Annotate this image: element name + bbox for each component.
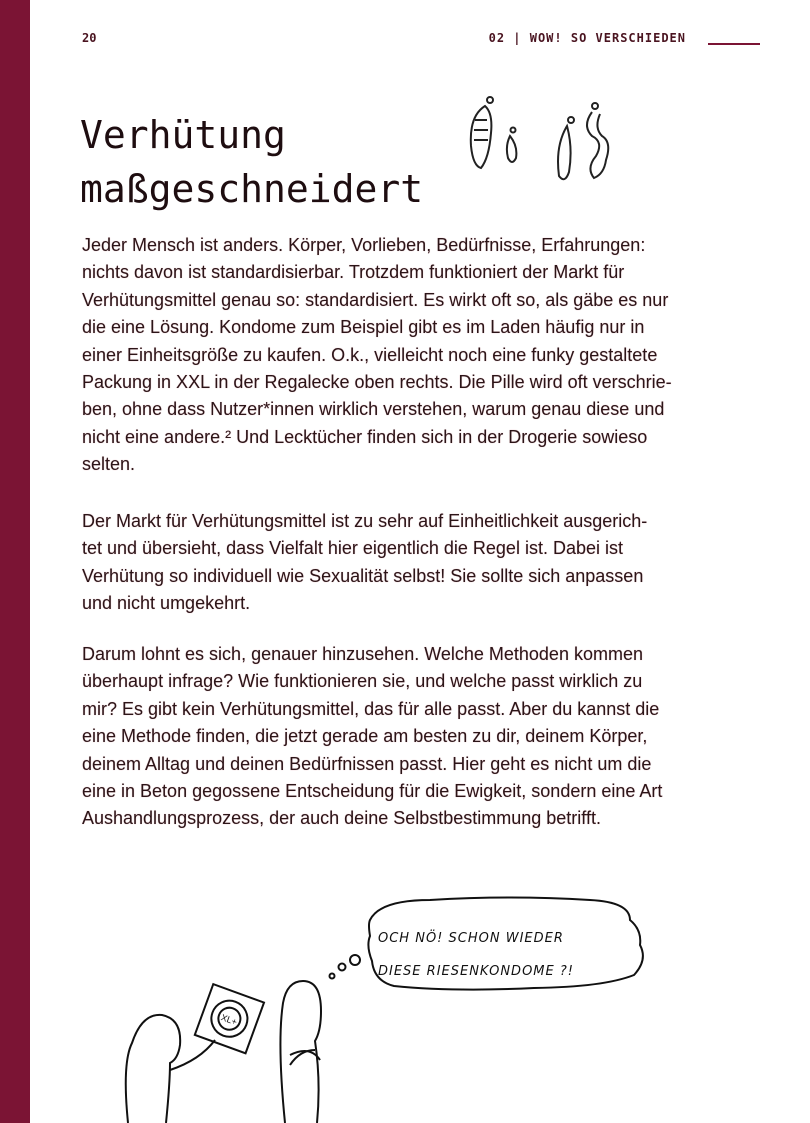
paragraph-1 — [82, 232, 672, 479]
text-line: nicht eine andere.² Und Lecktücher finden sich in der Drogerie sowieso — [82, 426, 648, 447]
text-line: deinem Alltag und deinen Bedürfnissen passt. Hier geht es nicht um die — [82, 753, 652, 774]
cartoon-illustration — [120, 890, 660, 1123]
section-heading: 02 | WOW! SO VERSCHIEDEN — [488, 31, 686, 45]
paragraph-3 — [82, 641, 662, 833]
page-title — [80, 108, 423, 216]
package-label: XL+ — [219, 1012, 239, 1028]
bubble-text: OCH NÖ! SCHON WIEDER — [378, 931, 564, 946]
bubble-text: DIESE RIESENKONDOME ?! — [378, 964, 574, 979]
title-line: maßgeschneidert — [80, 167, 424, 211]
text-line: selten. — [82, 454, 136, 475]
text-line: Der Markt für Verhütungsmittel ist zu sehr auf Einheitlichkeit ausgerich- — [82, 511, 648, 531]
title-line: Verhütung — [80, 113, 286, 157]
text-line: Packung in XXL in der Regalecke oben rechts. Die Pille wird oft verschrie- — [82, 371, 672, 392]
text-line: die eine Lösung. Kondome zum Beispiel gibt es im Laden häufig nur in — [82, 317, 645, 338]
text-line: Verhütungsmittel genau so: standardisiert. Es wirkt oft so, als gäbe es nur — [82, 289, 669, 310]
text-line: ben, ohne dass Nutzer*innen wirklich verstehen, warum genau diese und — [82, 399, 665, 420]
sidebar-accent-bar — [0, 0, 30, 1123]
text-line: eine Methode finden, die jetzt gerade am besten zu dir, deinem Körper, — [82, 726, 648, 747]
text-line: Jeder Mensch ist anders. Körper, Vorlieben, Bedürfnisse, Erfahrungen: — [82, 235, 646, 255]
text-line: mir? Es gibt kein Verhütungsmittel, das für alle passt. Aber du kannst die — [82, 698, 660, 719]
text-line: überhaupt infrage? Wie funktionieren sie, und welche passt wirklich zu — [82, 671, 643, 692]
text-line: einer Einheitsgröße zu kaufen. O.k., vielleicht noch eine funky gestaltete — [82, 344, 658, 365]
header-rule — [708, 43, 760, 45]
text-line: nichts davon ist standardisierbar. Trotzdem funktioniert der Markt für — [82, 262, 625, 283]
text-line: eine in Beton gegossene Entscheidung für die Ewigkeit, sondern eine Art — [82, 780, 663, 801]
text-line: und nicht umgekehrt. — [82, 593, 251, 614]
text-line: Darum lohnt es sich, genauer hinzusehen. Welche Methoden kommen — [82, 644, 643, 664]
condom-package — [195, 984, 264, 1053]
text-line: Verhütung so individuell wie Sexualität selbst! Sie sollte sich anpassen — [82, 565, 644, 586]
paragraph-2 — [82, 508, 647, 618]
condoms-illustration — [455, 92, 625, 192]
page-number: 20 — [82, 31, 97, 45]
text-line: Aushandlungsprozess, der auch deine Selbstbestimmung betrifft. — [82, 808, 601, 829]
text-line: tet und übersieht, dass Vielfalt hier eigentlich die Regel ist. Dabei ist — [82, 538, 623, 559]
